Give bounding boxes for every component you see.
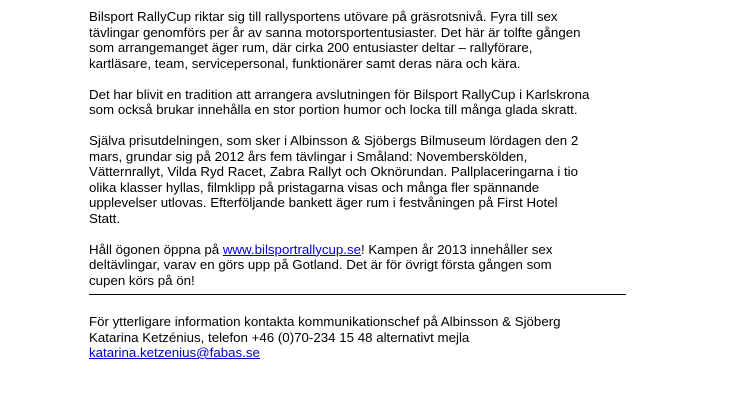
- awards-paragraph: [89, 133, 649, 226]
- text-line: Själva prisutdelningen, som sker i Albinsson & Sjöbergs Bilmuseum lördagen den 2: [89, 133, 579, 148]
- website-paragraph: [89, 242, 649, 289]
- text-line: som också brukar innehålla en stor portion humor och locka till många glada skratt.: [89, 102, 578, 117]
- text-line: För ytterligare information kontakta kommunikationschef på Albinsson & Sjöberg: [89, 314, 561, 329]
- text-line: olika klasser hyllas, filmklipp på pristagarna visas och många fler spännande: [89, 179, 540, 195]
- email-link[interactable]: katarina.ketzenius@fabas.se: [89, 345, 260, 360]
- intro-paragraph: [89, 9, 649, 71]
- website-suffix: ! Kampen år 2013 innehåller sex: [361, 241, 553, 257]
- text-line: deltävlingar, varav en görs upp på Gotland. Det är för övrigt första gången som: [89, 257, 552, 272]
- website-prefix: Håll ögonen öppna på: [89, 241, 223, 257]
- document-body: [89, 9, 649, 361]
- text-line: cupen körs på ön!: [89, 272, 195, 288]
- text-line: mars, grundar sig på 2012 års fem tävlingar i Småland: Novemberskölden,: [89, 148, 528, 164]
- text-line: tävlingar genomförs per år av sanna motorsportentusiaster. Det här är tolfte gången: [89, 24, 581, 40]
- text-line: Statt.: [89, 210, 121, 226]
- horizontal-rule: [89, 294, 626, 295]
- text-line: Vätternrallyt, Vilda Ryd Racet, Zabra Rallyt och Oknörundan. Pallplaceringarna i tio: [89, 164, 579, 179]
- text-line: Det har blivit en tradition att arrangera avslutningen för Bilsport RallyCup i Karlskrona: [89, 86, 590, 102]
- text-line: som arrangemanget äger rum, där cirka 200 entusiaster deltar – rallyförare,: [89, 40, 533, 55]
- website-link[interactable]: www.bilsportrallycup.se: [222, 241, 362, 257]
- text-line: kartläsare, team, servicepersonal, funktionärer samt deras nära och kära.: [89, 55, 521, 71]
- contact-paragraph: [89, 314, 649, 361]
- tradition-paragraph: [89, 87, 649, 118]
- text-line: [89, 345, 649, 361]
- text-line: Bilsport RallyCup riktar sig till rallysportens utövare på gräsrotsnivå. Fyra till sex: [89, 9, 558, 24]
- text-line: Katarina Ketzénius, telefon +46 (0)70-234 15 48 alternativt mejla: [89, 329, 470, 345]
- text-line: upplevelser utlovas. Efterföljande bankett äger rum i festvåningen på First Hotel: [89, 195, 558, 210]
- text-line: [89, 242, 649, 258]
